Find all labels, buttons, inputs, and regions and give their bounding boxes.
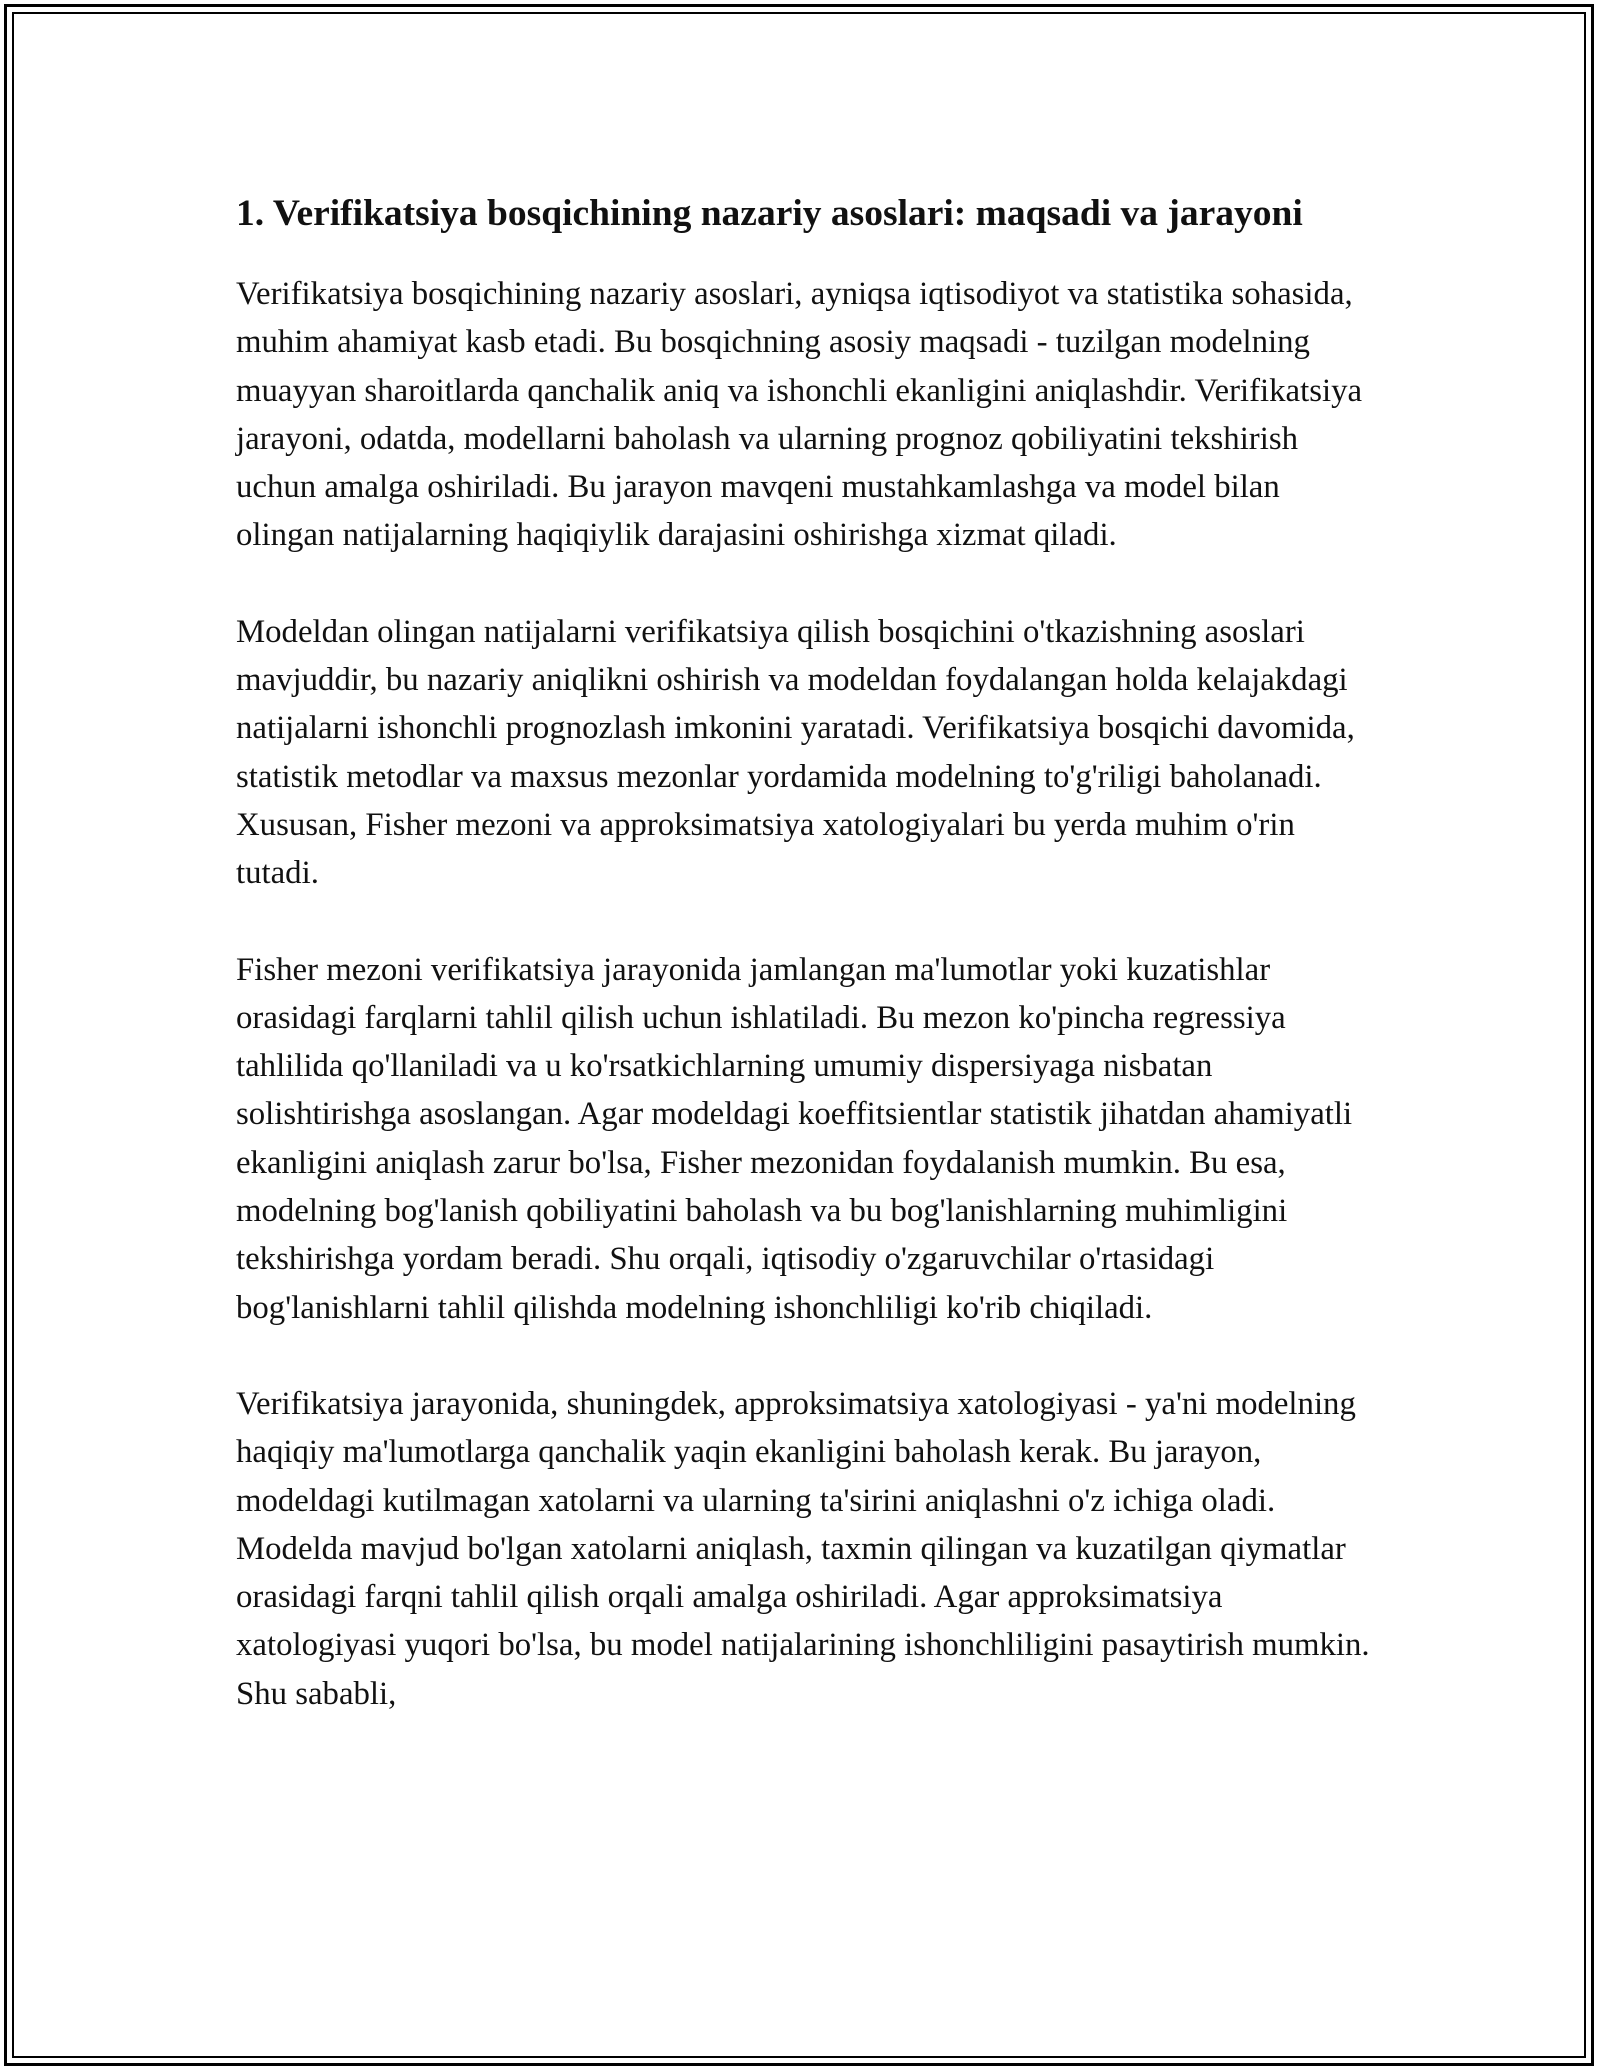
document-body bbox=[236, 186, 1376, 1766]
paragraph-3: Fisher mezoni verifikatsiya jarayonida jamlangan ma'lumotlar yoki kuzatishlar orasidagi farqlarni tahlil qilish uchun ishlatiladi. Bu mezon ko'pincha regressiya tahlilida qo'llaniladi va u ko'rsatkichlarning umumiy dispersiyaga nisbatan solishtirishga asoslangan. Agar modeldagi koeffitsientlar statistik jihatdan ahamiyatli ekanligini aniqlash zarur bo'lsa, Fisher mezonidan foydalanish mumkin. Bu esa, modelning bog'lanish qobiliyatini baholash va bu bog'lanishlarning muhimligini tekshirishga yordam beradi. Shu orqali, iqtisodiy o'zgaruvchilar o'rtasidagi bog'lanishlarni tahlil qilishda modelning ishonchliligi ko'rib chiqiladi. bbox=[236, 951, 1353, 1326]
paragraph-2: Modeldan olingan natijalarni verifikatsiya qilish bosqichini o'tkazishning asoslari mavjuddir, bu nazariy aniqlikni oshirish va modeldan foydalangan holda kelajakdagi natijalarni ishonchli prognozlash imkonini yaratadi. Verifikatsiya bosqichi davomida, statistik metodlar va maxsus mezonlar yordamida modelning to'g'riligi baholanadi. Xususan, Fisher mezoni va approksimatsiya xatologiyalari bu yerda muhim o'rin tutadi. bbox=[236, 613, 1355, 892]
paragraph-4: Verifikatsiya jarayonida, shuningdek, approksimatsiya xatologiyasi - ya'ni modelning haqiqiy ma'lumotlarga qanchalik yaqin ekanligini baholash kerak. Bu jarayon, modeldagi kutilmagan xatolarni va ularning ta'sirini aniqlashni o'z ichiga oladi. Modelda mavjud bo'lgan xatolarni aniqlash, taxmin qilingan va kuzatilgan qiymatlar orasidagi farqni tahlil qilish orqali amalga oshiriladi. Agar approksimatsiya xatologiyasi yuqori bo'lsa, bu model natijalarining ishonchliligini pasaytirish mumkin. Shu sababli, bbox=[236, 1385, 1370, 1712]
section-heading: 1. Verifikatsiya bosqichining nazariy asoslari: maqsadi va jarayoni bbox=[236, 193, 1303, 234]
paragraph-1: Verifikatsiya bosqichining nazariy asoslari, ayniqsa iqtisodiyot va statistika sohasida, muhim ahamiyat kasb etadi. Bu bosqichning asosiy maqsadi - tuzilgan modelning muayyan sharoitlarda qanchalik aniq va ishonchli ekanligini aniqlashdir. Verifikatsiya jarayoni, odatda, modellarni baholash va ularning prognoz qobiliyatini tekshirish uchun amalga oshiriladi. Bu jarayon mavqeni mustahkamlashga va model bilan olingan natijalarning haqiqiylik darajasini oshirishga xizmat qiladi. bbox=[236, 276, 1363, 554]
